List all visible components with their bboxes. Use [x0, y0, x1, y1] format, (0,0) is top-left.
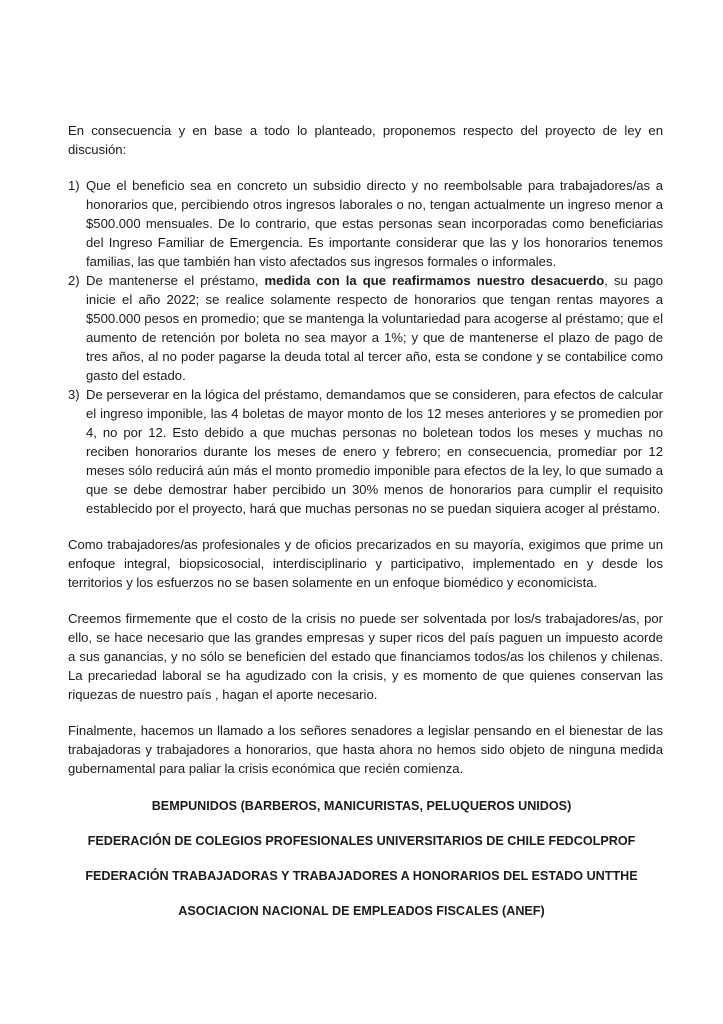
signatory-name: FEDERACIÓN TRABAJADORAS Y TRABAJADORES A HONORARIOS DEL ESTADO UNTTHE — [85, 869, 638, 883]
signatory-name: FEDERACIÓN DE COLEGIOS PROFESIONALES UNIVERSITARIOS DE CHILE FEDCOLPROF — [87, 834, 636, 848]
proposal-text: De perseverar en la lógica del préstamo, demandamos que se consideren, para efectos de calcular el ingreso imponible, las 4 boletas de mayor monto de los 12 meses anteriores y se promedien por 4, no por 12. Esto debido a que muchas personas no boletean todos los meses y muchas no reciben honorarios durante los meses de enero y febrero; en consecuencia, promediar por 12 meses sólo reducirá aún más el monto promedio imponible para efectos de la ley, lo que sumado a que se debe demostrar haber percibido un 30% menos de honorarios para cumplir el requisito establecido por el proyecto, hará que muchas personas no se puedan siquiera acoger al préstamo. — [86, 387, 663, 516]
document-body — [68, 121, 663, 795]
proposal-item — [68, 271, 663, 385]
proposal-text: Que el beneficio sea en concreto un subsidio directo y no reembolsable para trabajadores/as a honorarios que, percibiendo otros ingresos laborales o no, tengan actualmente un ingreso menor a $500.000 mensuales. De lo contrario, que estas personas sean incorporadas como beneficiarias del Ingreso Familiar de Emergencia. Es importante considerar que las y los honorarios tenemos familias, las que también han visto afectados sus ingresos formales o informales. — [86, 178, 663, 269]
proposal-emphasis: medida con la que reafirmamos nuestro desacuerdo — [264, 273, 605, 288]
body-paragraph: Creemos firmemente que el costo de la crisis no puede ser solventada por los/s trabajadores/as, por ello, se hace necesario que las grandes empresas y super ricos del país paguen un impuesto acorde a sus ganancias, y no sólo se beneficien del estado que financiamos todos/as los chilenos y chilenas. La precariedad laboral se ha agudizado con la crisis, y es momento de que quienes conservan las riquezas de nuestro país , hagan el aporte necesario. — [68, 611, 663, 702]
proposals-list — [68, 176, 663, 518]
proposal-number: 2) — [68, 273, 80, 288]
proposal-text-continued: , su pago inicie el año 2022; se realice solamente respecto de honorarios que tengan rentas mayores a $500.000 pesos en promedio; que se mantenga la voluntariedad para acogerse al préstamo; que el aumento de retención por boleta no sea mayor a 1%; y que de mantenerse el plazo de pago de tres años, al no poder pagarse la deuda total al tercer año, esta se condone y se contabilice como gasto del estado. — [86, 273, 663, 383]
proposal-text: De mantenerse el préstamo, — [86, 273, 265, 288]
signatories-block — [0, 797, 723, 937]
signatory-name: BEMPUNIDOS (BARBEROS, MANICURISTAS, PELUQUEROS UNIDOS) — [151, 799, 572, 813]
closing-paragraph: Finalmente, hacemos un llamado a los señores senadores a legislar pensando en el bienestar de las trabajadoras y trabajadores a honorarios, que hasta ahora no hemos sido objeto de ninguna medida gubernamental para paliar la crisis económica que recién comienza. — [68, 723, 663, 776]
proposal-number: 3) — [68, 387, 80, 402]
proposal-item — [68, 385, 663, 518]
proposal-item — [68, 176, 663, 271]
proposal-number: 1) — [68, 178, 80, 193]
body-paragraph: Como trabajadores/as profesionales y de oficios precarizados en su mayoría, exigimos que prime un enfoque integral, biopsicosocial, interdisciplinario y participativo, implementado en y desde los territorios y los esfuerzos no se basen solamente en un enfoque biomédico y economicista. — [68, 537, 663, 590]
signatory-name: ASOCIACION NACIONAL DE EMPLEADOS FISCALES (ANEF) — [178, 904, 545, 918]
intro-paragraph: En consecuencia y en base a todo lo planteado, proponemos respecto del proyecto de ley en discusión: — [68, 123, 663, 157]
